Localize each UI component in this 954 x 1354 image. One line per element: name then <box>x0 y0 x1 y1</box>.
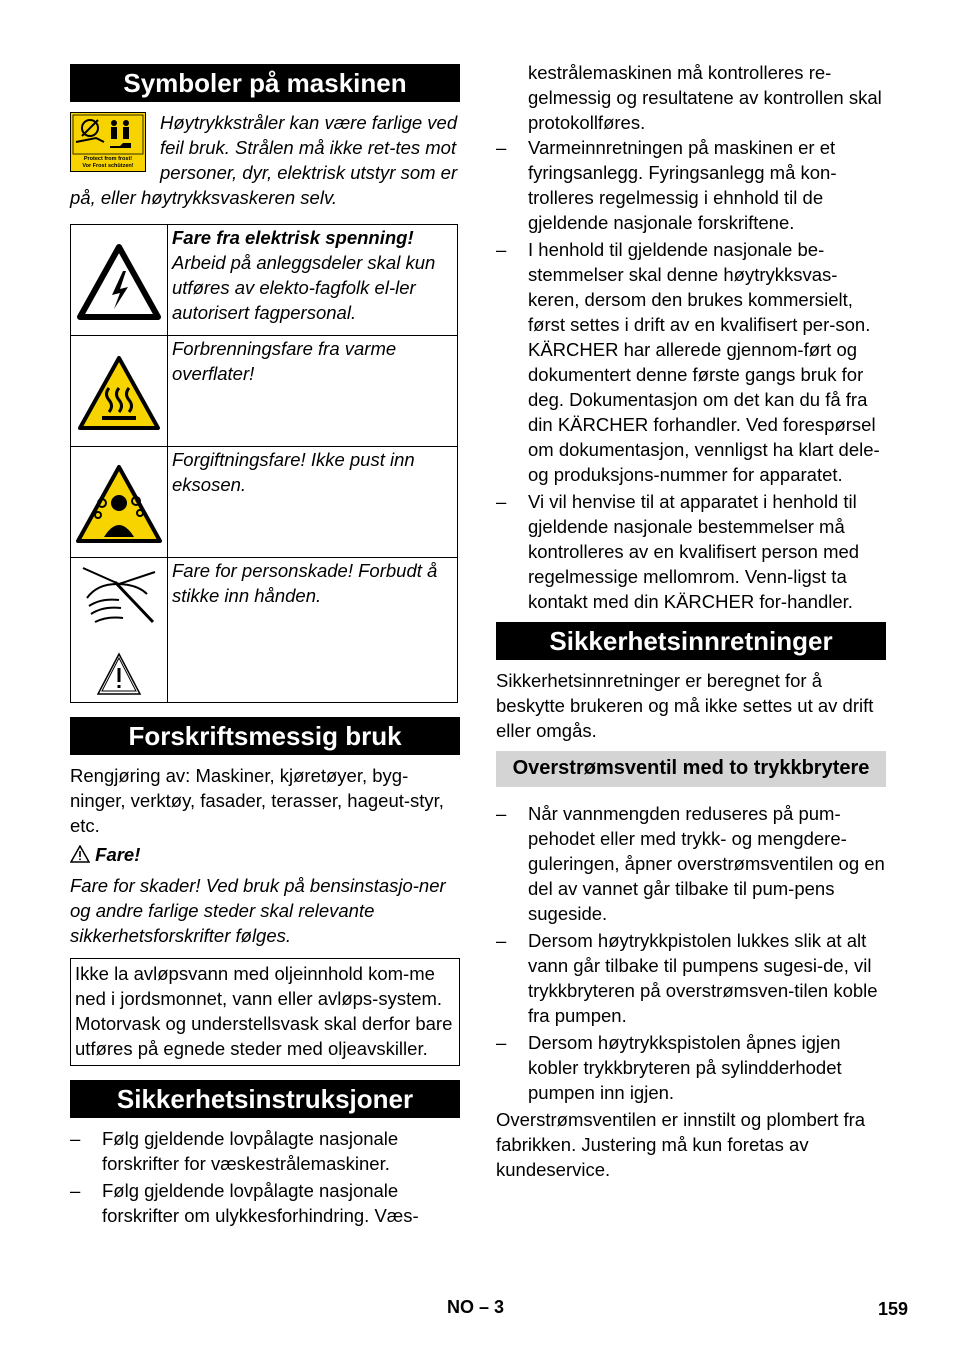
footer-language-page: NO – 3 <box>447 1297 505 1317</box>
list-item: – Følg gjeldende lovpålagte nasjonale forskrifter for væskestrålemaskiner. <box>70 1126 460 1176</box>
danger-text: Fare for skader! Ved bruk på bensinstasjo-ner og andre farlige steder skal relevante sikkerhetsforskrifter følges. <box>70 875 446 946</box>
symbol-row <box>71 558 458 703</box>
symbols-table <box>70 224 458 703</box>
safety-devices-text: Sikkerhetsinnretninger er beregnet for å beskytte brukeren og må ikke settes ut av drift eller omgås. <box>496 670 874 741</box>
valve-items-list <box>496 801 886 1105</box>
hand-injury-warning-icon <box>79 564 159 626</box>
symbol-text: Arbeid på anleggsdeler skal kun utføres av elekto-fagfolk el-ler autorisert fagpersonal. <box>172 252 436 323</box>
toxic-fumes-warning-icon <box>74 463 164 547</box>
symbol-row <box>71 447 458 558</box>
symbol-title: Fare fra elektrisk spenning! <box>172 227 414 248</box>
list-item: – Når vannmengden reduseres på pum-pehodet eller med trykk- og mengdere-guleringen, åpner overstrømsventilen og en del av vannet går tilbake til pum-pens sugeside. <box>496 801 886 926</box>
intro-text: Høytrykkstråler kan være farlige ved feil bruk. Strålen må ikke ret-tes mot personer, dyr, elektrisk utstyr som er på, eller høytrykksvaskeren selv. <box>70 112 458 208</box>
list-item: – Vi vil henvise til at apparatet i henhold til gjeldende nasjonale bestemmelser må kontrolleres av en kvalifisert person med regelmessige mellomrom. Venn-ligst ta kontakt med din KÄRCHER for-handler. <box>496 489 886 614</box>
electric-voltage-warning-icon <box>76 243 162 323</box>
oil-note: Ikke la avløpsvann med oljeinnhold kom-me ned i jordsmonnet, vann eller avløps-system. Motorvask og understellsvask skal derfor bare utføres på egnede steder med oljeavskiller. <box>75 963 453 1059</box>
valve-heading: Overstrømsventil med to trykkbrytere <box>496 751 886 787</box>
left-column <box>70 64 460 1230</box>
symbol-row <box>71 225 458 336</box>
danger-label: Fare! <box>95 844 141 865</box>
hot-surface-warning-icon <box>76 354 162 434</box>
list-item: – Varmeinnretningen på maskinen er et fyringsanlegg. Fyringsanlegg må kon-trolleres regelmessig i ehnhold til de gjeldende nasjonale forskriftene. <box>496 135 886 235</box>
high-pressure-warning-label-icon <box>70 112 146 172</box>
symbol-text: Forbrenningsfare fra varme overflater! <box>172 338 397 384</box>
warning-icon <box>70 845 90 863</box>
valve-footer-text: Overstrømsventilen er innstilt og plombert fra fabrikken. Justering må kun foretas av kundeservice. <box>496 1109 866 1180</box>
safety-devices-heading: Sikkerhetsinnretninger <box>496 622 886 660</box>
intro-block <box>70 110 460 210</box>
symbol-row <box>71 336 458 447</box>
danger-line <box>70 842 460 867</box>
list-item: – Følg gjeldende lovpålagte nasjonale forskrifter om ulykkesforhindring. Væs- <box>70 1178 460 1228</box>
proper-use-heading: Forskriftsmessig bruk <box>70 717 460 755</box>
proper-use-text: Rengjøring av: Maskiner, kjøretøyer, byg-ninger, verktøy, fasader, terasser, hageut-styr, etc. <box>70 765 444 836</box>
oil-note-box <box>70 958 460 1066</box>
symbol-text: Fare for personskade! Forbudt å stikke inn hånden. <box>172 560 438 606</box>
svg-text:Protect from frost!: Protect from frost! <box>83 156 133 162</box>
list-item: – I henhold til gjeldende nasjonale be-stemmelser skal denne høytrykksvas-keren, dersom den brukes kommersielt, først settes i drift av en kvalifisert per-son. KÄRCHER har allerede gjennom-ført og dokumentert denne første gangs bruk for deg. Dokumentasjon om det kan du få fra din KÄRCHER forhandler. Ved forespørsel om dokumentasjon, vennligst ha klart dele- og produksjons-nummer for apparatet. <box>496 237 886 487</box>
list-item: – Dersom høytrykkpistolen lukkes slik at alt vann går tilbake til pumpens sugesi-de, vil trykkbryteren på overstrømsven-tilen koble fra pumpen. <box>496 928 886 1028</box>
safety-instructions-list <box>70 1126 460 1228</box>
page-number: 159 <box>878 1299 909 1319</box>
safety-items-list <box>496 135 886 614</box>
continued-text: kestrålemaskinen må kontrolleres re-gelmessig og resultatene av kontrollen skal protokollføres. <box>528 62 882 133</box>
caution-triangle-icon <box>96 652 142 696</box>
safety-instructions-heading: Sikkerhetsinstruksjoner <box>70 1080 460 1118</box>
list-item: – Dersom høytrykkspistolen åpnes igjen kobler trykkbryteren på sylindderhodet pumpen inn igjen. <box>496 1030 886 1105</box>
svg-text:Vor Frost schützen!: Vor Frost schützen! <box>82 163 134 169</box>
right-column <box>496 60 886 1182</box>
symbol-text: Forgiftningsfare! Ikke pust inn eksosen. <box>172 449 415 495</box>
symbols-heading: Symboler på maskinen <box>70 64 460 102</box>
